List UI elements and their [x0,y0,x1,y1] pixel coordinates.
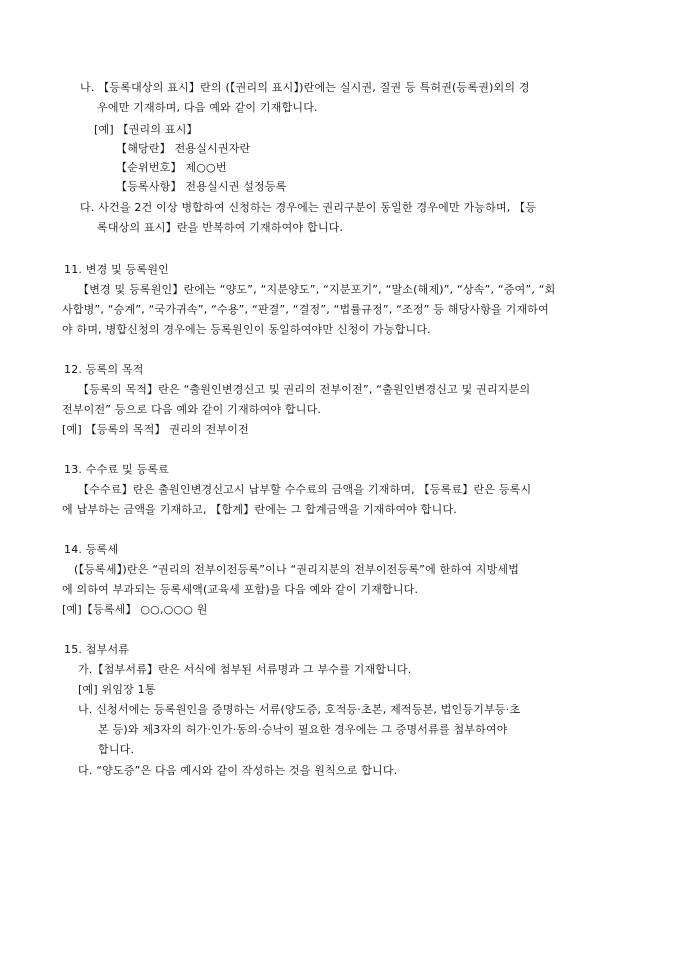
section-12-line1: 【등록의 목적】란은 “출원인변경신고 및 권리의 전부이전”, “출원인변경신고 및 권리지분의 [78,383,531,396]
section-12-example: [예] 【등록의 목적】 권리의 전부이전 [62,423,249,436]
section-11-line3: 야 하며, 병합신청의 경우에는 등록원인이 동일하여야만 신청이 가능합니다. [62,323,431,336]
item-na-line1 [80,80,620,96]
section-13-line2: 에 납부하는 금액을 기재하고, 【합계】란에는 그 합계금액을 기재하여야 합니다. [62,503,457,516]
section-13-line1: 【수수료】란은 출원인변경신고시 납부할 수수료의 금액을 기재하며, 【등록료】란은 등록시 [78,483,532,496]
section-15-item-na-line1: 나. 신청서에는 등록원인을 증명하는 서류(양도증, 호적등·초본, 제적등본, 법인등기부등·초 [78,703,521,716]
section-15-item-da: 다. “양도증”은 다음 예시와 같이 작성하는 것을 원칙으로 합니다. [78,764,398,777]
section-12-title: 12. 등록의 목적 [64,363,144,376]
section-15-item-na-line3: 합니다. [98,743,135,756]
example-row-3: 【등록사항】 전용실시권 설정등록 [116,180,287,193]
section-11-title: 11. 변경 및 등록원인 [64,263,169,276]
item-na-line2: 우에만 기재하며, 다음 예와 같이 기재합니다. [97,101,318,114]
section-15-item-ga: 가.【첨부서류】란은 서식에 첨부된 서류명과 그 부수를 기재합니다. [78,663,412,676]
section-15-title: 15. 첨부서류 [64,643,130,656]
section-15-item-na-line2: 본 등)와 제3자의 허가·인가·동의·승낙이 필요한 경우에는 그 증명서류를 첨부하여야 [98,723,508,736]
item-da-line2: 록대상의 표시】란을 반복하여 기재하여야 합니다. [97,221,344,234]
example-heading: [예] 【권리의 표시】 [94,123,198,136]
section-15-example: [예] 위임장 1통 [78,683,156,696]
section-14-title: 14. 등록세 [64,543,119,556]
example-row-2: 【순위번호】 제○○번 [116,161,227,174]
section-14-example: [예]【등록세】 ○○,○○○ 원 [62,603,208,616]
section-12-line2: 전부이전” 등으로 다음 예와 같이 기재하여야 합니다. [62,403,322,416]
section-11-line2: 사합병”, “승계”, “국가귀속”, “수용”, “판결”, “결정”, “법률규정”, “조정” 등 해당사항을 기재하여 [62,303,549,316]
section-11-line1: 【변경 및 등록원인】란에는 “양도”, “지분양도”, “지분포기”, “말소(해제)”, “상속”, “증여”, “회 [78,283,556,296]
section-14-line1: (【등록세】)란은 “권리의 전부이전등록”이나 “권리지분의 전부이전등록”에 한하여 지방세법 [74,563,520,576]
section-13-title: 13. 수수료 및 등록료 [64,463,169,476]
text: 나. 【등록대상의 표시】란의 (【권리의 표시】)란에는 실시권, 질권 등 특허권(등록권)외의 경 [80,81,530,94]
item-da-line1: 다. 사건을 2건 이상 병합하여 신청하는 경우에는 권리구분이 동일한 경우에만 가능하며, 【등 [80,201,537,214]
example-row-1: 【해당란】 전용실시권자란 [116,142,251,155]
section-14-line2: 에 의하여 부과되는 등록세액(교육세 포함)을 다음 예와 같이 기재합니다. [62,583,419,596]
